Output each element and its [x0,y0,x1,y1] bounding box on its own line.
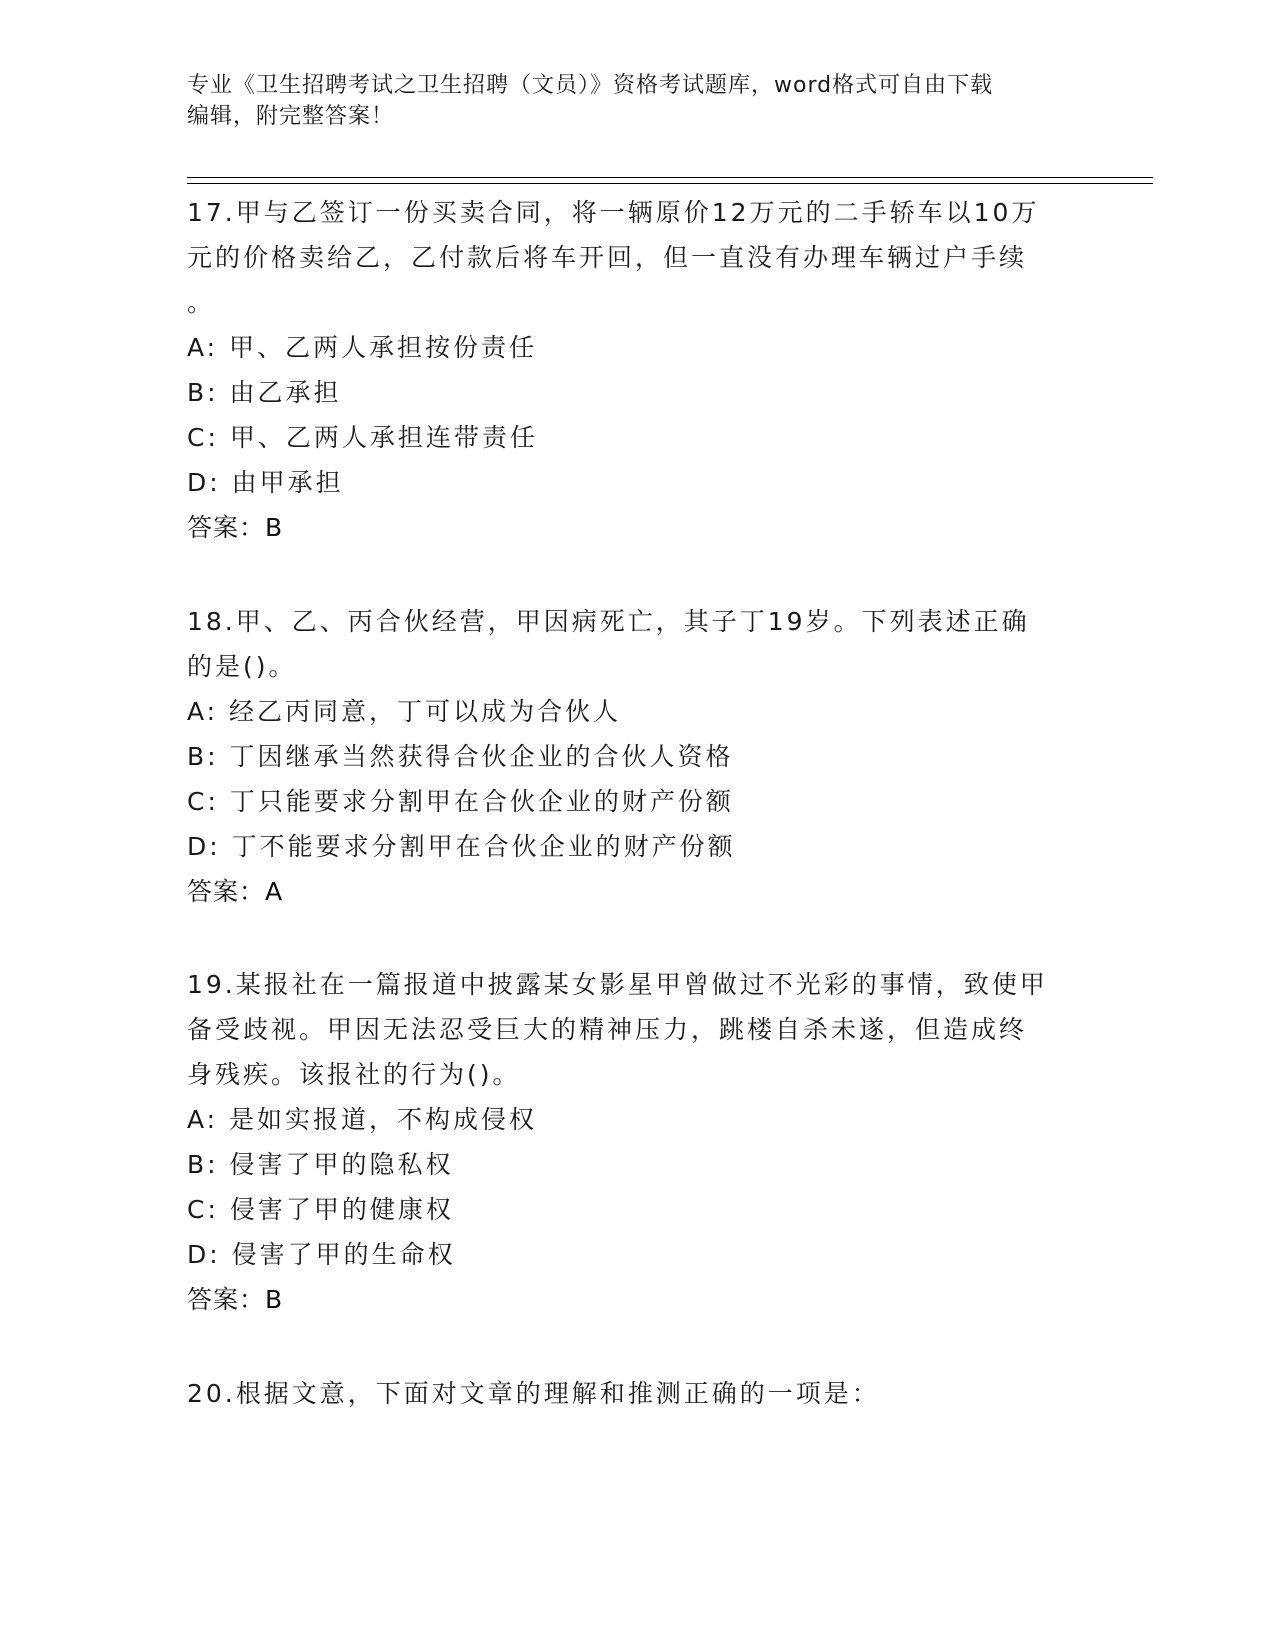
question-20 [187,1371,1067,1416]
header-divider-bottom [187,183,1153,184]
header-line-1: 专业《卫生招聘考试之卫生招聘（文员）》资格考试题库，word格式可自由下载 [187,73,994,98]
header-divider-top [187,177,1153,178]
option-b: B: 由乙承担 [187,378,342,407]
question-17 [187,190,1067,550]
option-b: B: 丁因继承当然获得合伙企业的合伙人资格 [187,742,734,771]
answer-label: 答案：B [187,1285,284,1314]
question-18 [187,599,1067,914]
answer-label: 答案：B [187,513,284,542]
question-text-line: 元的价格卖给乙，乙付款后将车开回，但一直没有办理车辆过户手续 [187,243,1028,272]
option-c: C: 侵害了甲的健康权 [187,1195,454,1224]
option-c: C: 丁只能要求分割甲在合伙企业的财产份额 [187,787,734,816]
option-a: A: 甲、乙两人承担按份责任 [187,333,538,362]
option-d: D: 侵害了甲的生命权 [187,1240,456,1269]
option-a: A: 是如实报道，不构成侵权 [187,1105,538,1134]
question-text-line: 20.根据文意，下面对文章的理解和推测正确的一项是： [187,1379,880,1408]
question-text-line: 18.甲、乙、丙合伙经营，甲因病死亡，其子丁19岁。下列表述正确 [187,607,1030,636]
answer-label: 答案：A [187,877,284,906]
option-d: D: 由甲承担 [187,468,344,497]
question-text-line: 。 [187,288,216,317]
question-text-line: 17.甲与乙签订一份买卖合同，将一辆原价12万元的二手轿车以10万 [187,198,1040,227]
option-c: C: 甲、乙两人承担连带责任 [187,423,538,452]
option-d: D: 丁不能要求分割甲在合伙企业的财产份额 [187,832,736,861]
question-text-line: 身残疾。该报社的行为()。 [187,1060,521,1089]
option-b: B: 侵害了甲的隐私权 [187,1150,454,1179]
question-text-line: 的是()。 [187,652,297,681]
question-text-line: 19.某报社在一篇报道中披露某女影星甲曾做过不光彩的事情，致使甲 [187,970,1048,999]
header-line-2: 编辑，附完整答案！ [187,104,395,129]
question-19 [187,962,1067,1322]
question-text-line: 备受歧视。甲因无法忍受巨大的精神压力，跳楼自杀未遂，但造成终 [187,1015,1028,1044]
document-header [187,70,1067,132]
option-a: A: 经乙丙同意，丁可以成为合伙人 [187,697,622,726]
